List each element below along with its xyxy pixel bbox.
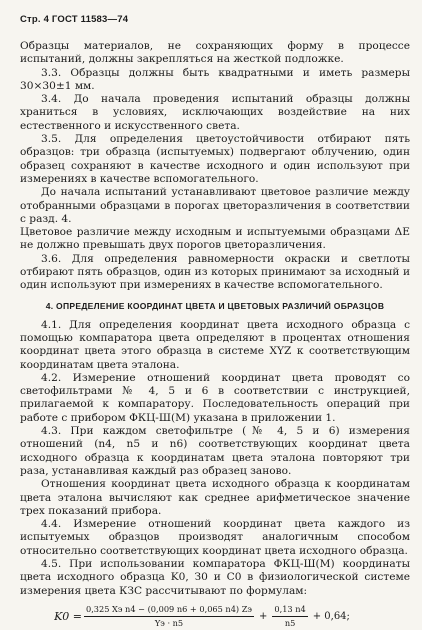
formula-k0 bbox=[20, 603, 410, 630]
paragraph: Образцы материалов, не сохраняющих форму в процессе испытаний, должны закрепляться на жесткой подложке. bbox=[20, 40, 410, 66]
formula-numerator: 0,13 n4 bbox=[272, 603, 307, 617]
paragraph: Отношения координат цвета исходного образца к координатам цвета эталона вычисляют как среднее арифметическое значение трех показаний прибора. bbox=[20, 478, 410, 517]
formula-fraction-second bbox=[272, 603, 307, 630]
paragraph: 4.2. Измерение отношений координат цвета проводят со светофильтрами № 4, 5 и 6 в соответствии с инструкцией, прилагаемой к компаратору. Последовательность операций при работе с прибором ФКЦ-Ш(М) указана в приложении 1. bbox=[20, 371, 410, 424]
formula-numerator: 0,325 Xэ n4 − (0,009 n6 + 0,065 n4) Zэ bbox=[84, 603, 254, 617]
paragraph: До начала испытаний устанавливают цветовое различие между отобранными образцами в порогах цветоразличения в соответствии с разд. 4. bbox=[20, 186, 410, 225]
paragraph: 3.5. Для определения цветоустойчивости отбирают пять образцов: три образца (испытуемых) подвергают облучению, один образец сохраняют в качестве исходного и один используют при измерениях в качестве вспомогательного. bbox=[20, 133, 410, 185]
paragraph: 4.5. При использовании компаратора ФКЦ-Ш(М) координаты цвета исходного образца K0, З0 и C0 в физиологической системе измерения цвета КЗС рассчитывают по формулам: bbox=[20, 557, 410, 597]
formula-plus: + bbox=[259, 611, 268, 623]
paragraph: Цветовое различие между исходным и испытуемыми образцами ΔE не должно превышать двух порогов цветоразличения. bbox=[20, 226, 410, 252]
formula-denominator: Yэ · n5 bbox=[154, 618, 184, 629]
document-body bbox=[20, 40, 410, 630]
formula-fraction-main bbox=[84, 603, 254, 630]
paragraph: 3.3. Образцы должны быть квадратными и иметь размеры 30×30±1 мм. bbox=[20, 66, 410, 92]
formula-lhs: K0 = bbox=[54, 610, 82, 624]
paragraph: 4.4. Измерение отношений координат цвета каждого из испытуемых образцов производят аналогичным способом относительно соответствующих координат цвета исходного образца. bbox=[20, 518, 410, 557]
formula-tail: + 0,64; bbox=[312, 611, 350, 623]
paragraph: 3.4. До начала проведения испытаний образцы должны храниться в условиях, исключающих воздействие на них естественного и искусственного света. bbox=[20, 93, 410, 132]
formula-denominator: n5 bbox=[284, 618, 296, 629]
page-header: Стр. 4 ГОСТ 11583—74 bbox=[20, 14, 129, 25]
paragraph: 4.1. Для определения координат цвета исходного образца с помощью компаратора цвета определяют в процентах отношения координат цвета этого образца в системе XYZ к соответствующим координатам цвета эталона. bbox=[20, 318, 410, 371]
section-heading: 4. ОПРЕДЕЛЕНИЕ КООРДИНАТ ЦВЕТА И ЦВЕТОВЫХ РАЗЛИЧИЙ ОБРАЗЦОВ bbox=[45, 300, 385, 311]
paragraph: 4.3. При каждом светофильтре (№ 4, 5 и 6) измерения отношений (n4, n5 и n6) соответствующих координат цвета исходного образца к координатам цвета эталона повторяют три раза, устанавливая каждый раз образец заново. bbox=[20, 425, 410, 477]
paragraph: 3.6. Для определения равномерности окраски и светлоты отбирают пять образцов, один из которых принимают за исходный и один используют при измерениях в качестве вспомогательного. bbox=[20, 252, 410, 292]
